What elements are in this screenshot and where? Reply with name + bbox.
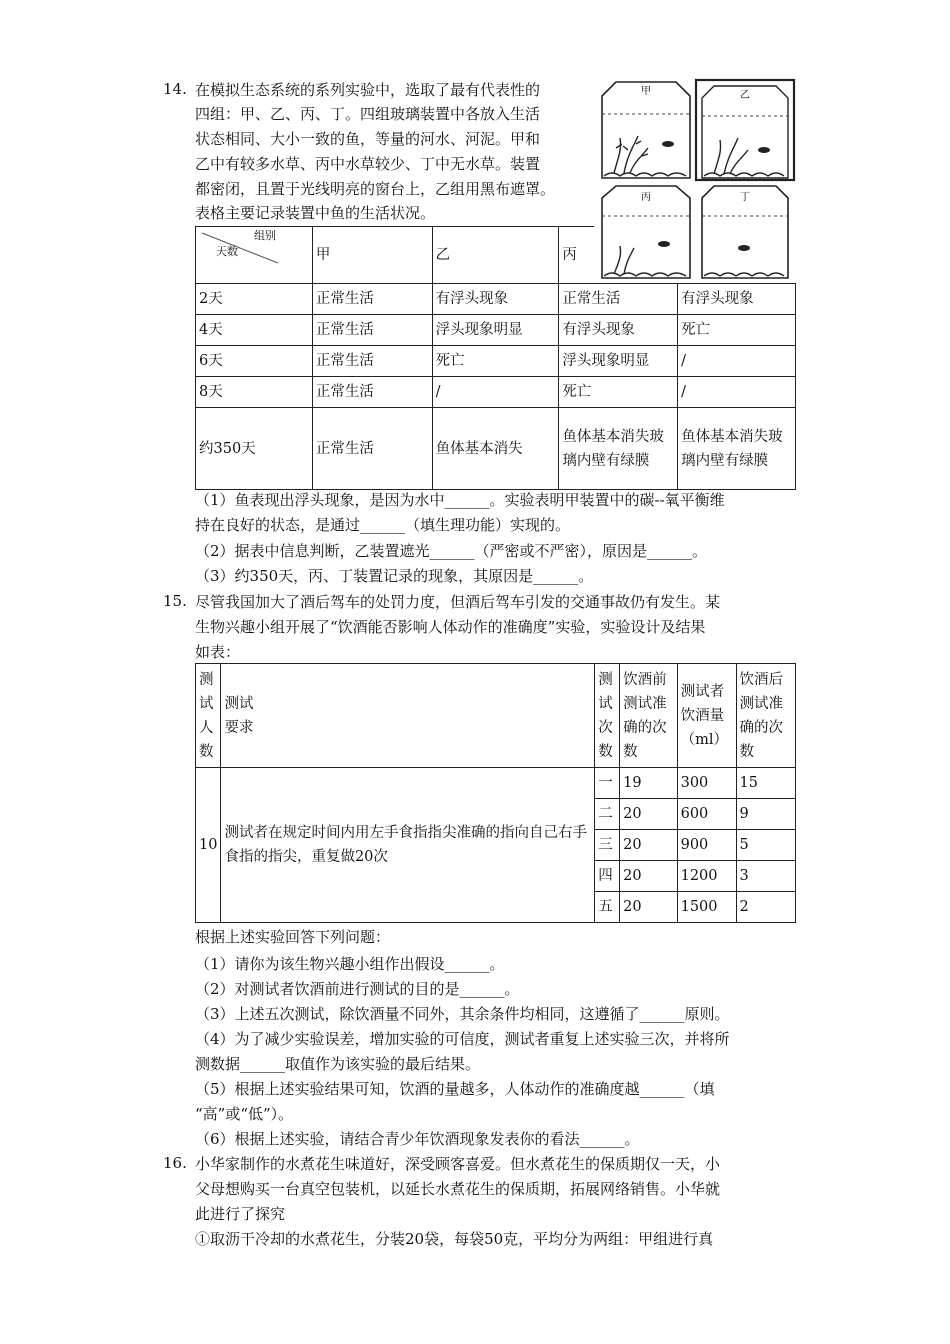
table-cell: 1200 [677, 861, 736, 892]
q14-intro-line: 表格主要记录装置中鱼的生活状况。 [195, 204, 436, 222]
q14-question-line: （3）约350天，丙、丁装置记录的现象，其原因是______。 [195, 567, 594, 585]
table-header: 测试要求 [221, 664, 595, 768]
table-cell: 死亡 [678, 315, 796, 346]
q14-intro-line: 在模拟生态系统的系列实验中，选取了最有代表性的 [195, 81, 541, 99]
table-cell: / [678, 346, 796, 377]
table-cell: 有浮头现象 [678, 284, 796, 315]
table-cell: 约350天 [196, 408, 313, 490]
fish-icon [758, 147, 770, 153]
q14-question-line: 持在良好的状态，是通过______（填生理功能）实现的。 [195, 516, 571, 534]
table-cell: 浮头现象明显 [432, 315, 559, 346]
table-cell: 有浮头现象 [432, 284, 559, 315]
jar-label: 丁 [740, 192, 750, 203]
table-cell: 一 [595, 768, 620, 799]
table-cell: 5 [736, 830, 795, 861]
question-number: 16. [163, 1154, 187, 1172]
table-cell: 正常生活 [312, 377, 432, 408]
question-number: 15. [163, 592, 187, 610]
table-cell: 测试者在规定时间内用左手食指指尖准确的指向自己右手食指的指尖，重复做20次 [221, 768, 595, 923]
jar-label: 甲 [641, 86, 651, 97]
table-cell: 正常生活 [312, 408, 432, 490]
q16-line: 小华家制作的水煮花生味道好，深受顾客喜爱。但水煮花生的保质期仅一天，小 [195, 1155, 721, 1173]
table-header: 测试者饮酒量（ml） [677, 664, 736, 768]
table-cell: 300 [677, 768, 736, 799]
jar-label: 丙 [641, 192, 651, 203]
q14-intro-line: 四组：甲、乙、丙、丁。四组玻璃装置中各放入生活 [195, 105, 541, 123]
table-header: 测试次数 [595, 664, 620, 768]
q14-intro-line: 状态相同、大小一致的鱼，等量的河水、河泥。甲和 [195, 130, 541, 148]
table-cell: 19 [620, 768, 677, 799]
jar-jia [602, 82, 690, 178]
q15-question-line: （2）对测试者饮酒前进行测试的目的是______。 [195, 980, 520, 998]
table-cell: 三 [595, 830, 620, 861]
table-cell: 四 [595, 861, 620, 892]
table-header: 乙 [432, 227, 559, 284]
table-cell: 正常生活 [312, 346, 432, 377]
table-cell: 浮头现象明显 [559, 346, 678, 377]
table-cell: 6天 [196, 346, 313, 377]
table-cell: 2 [736, 892, 795, 923]
jar-bing [602, 186, 690, 278]
table-cell: 10 [196, 768, 221, 923]
table-cell: 鱼体基本消失玻璃内壁有绿膜 [678, 408, 796, 490]
table-cell: 3 [736, 861, 795, 892]
apparatus-figure [594, 78, 797, 283]
table-cell: 20 [620, 830, 677, 861]
table-cell: 20 [620, 892, 677, 923]
question-number: 14. [163, 80, 187, 98]
corner-label-days: 天数 [216, 245, 238, 258]
table-cell: 正常生活 [559, 284, 678, 315]
q16-line: 父母想购买一台真空包装机，以延长水煮花生的保质期，拓展网络销售。小华就 [195, 1180, 721, 1198]
table-cell: 20 [620, 861, 677, 892]
q14-question-line: （1）鱼表现出浮头现象，是因为水中______。实验表明甲装置中的碳--氧平衡维 [195, 491, 725, 509]
jar-yi [696, 80, 794, 180]
table-cell: 死亡 [559, 377, 678, 408]
table-cell: 600 [677, 799, 736, 830]
table-cell: 15 [736, 768, 795, 799]
table-header: 甲 [312, 227, 432, 284]
table-header: 饮酒前测试准确的次数 [620, 664, 677, 768]
table-cell: 鱼体基本消失 [432, 408, 559, 490]
table-cell: 五 [595, 892, 620, 923]
table-header: 饮酒后测试准确的次数 [736, 664, 795, 768]
q15-question-line: （6）根据上述实验，请结合青少年饮酒现象发表你的看法______。 [195, 1130, 640, 1148]
q15-question-line: （5）根据上述实验结果可知，饮酒的量越多，人体动作的准确度越______（填 [195, 1080, 715, 1098]
table-cell: 2天 [196, 284, 313, 315]
q15-question-line: （3）上述五次测试，除饮酒量不同外，其余条件均相同，这遵循了______原则。 [195, 1005, 730, 1023]
table-cell: 8天 [196, 377, 313, 408]
q15-question-line: （1）请你为该生物兴趣小组作出假设______。 [195, 955, 505, 973]
fish-icon [738, 245, 750, 251]
q15-table [195, 663, 796, 923]
table-cell: 4天 [196, 315, 313, 346]
corner-label-group: 组别 [254, 229, 276, 242]
table-cell: 死亡 [432, 346, 559, 377]
fish-icon [662, 141, 674, 147]
q14-intro-line: 都密闭，且置于光线明亮的窗台上，乙组用黑布遮罩。 [195, 180, 556, 198]
q15-question-line: （4）为了减少实验误差，增加实验的可信度，测试者重复上述实验三次，并将所 [195, 1030, 730, 1048]
table-cell: 900 [677, 830, 736, 861]
q16-line: 此进行了探究 [195, 1205, 286, 1223]
table-header: 测试人数 [196, 664, 221, 768]
table-cell: / [432, 377, 559, 408]
table-cell: 9 [736, 799, 795, 830]
q15-intro-line: 生物兴趣小组开展了“饮酒能否影响人体动作的准确度”实验，实验设计及结果 [195, 618, 706, 636]
table-cell: 1500 [677, 892, 736, 923]
q15-question-line: 测数据______取值作为该实验的最后结果。 [195, 1055, 481, 1073]
table-cell: / [678, 377, 796, 408]
table-cell: 有浮头现象 [559, 315, 678, 346]
table-corner-cell [196, 227, 313, 284]
table-cell: 二 [595, 799, 620, 830]
jar-ding [702, 186, 788, 278]
q16-line: ①取沥干冷却的水煮花生，分装20袋，每袋50克，平均分为两组：甲组进行真 [195, 1230, 714, 1248]
q15-intro-line: 如表： [195, 643, 241, 661]
jar-label: 乙 [740, 90, 750, 101]
fish-icon [658, 241, 670, 247]
q15-question-line: “高”或“低”）。 [195, 1105, 294, 1123]
table-cell: 鱼体基本消失玻璃内壁有绿膜 [559, 408, 678, 490]
q15-intro-line: 尽管我国加大了酒后驾车的处罚力度，但酒后驾车引发的交通事故仍有发生。某 [195, 593, 721, 611]
table-cell: 正常生活 [312, 315, 432, 346]
table-cell: 20 [620, 799, 677, 830]
apparatus-diagram [594, 78, 797, 283]
q14-question-line: （2）据表中信息判断，乙装置遮光______（严密或不严密），原因是______。 [195, 542, 708, 560]
q15-question-line: 根据上述实验回答下列问题： [195, 928, 391, 946]
q14-intro-line: 乙中有较多水草、丙中水草较少、丁中无水草。装置 [195, 155, 541, 173]
table-header: 丙 [559, 227, 678, 284]
table-cell: 正常生活 [312, 284, 432, 315]
